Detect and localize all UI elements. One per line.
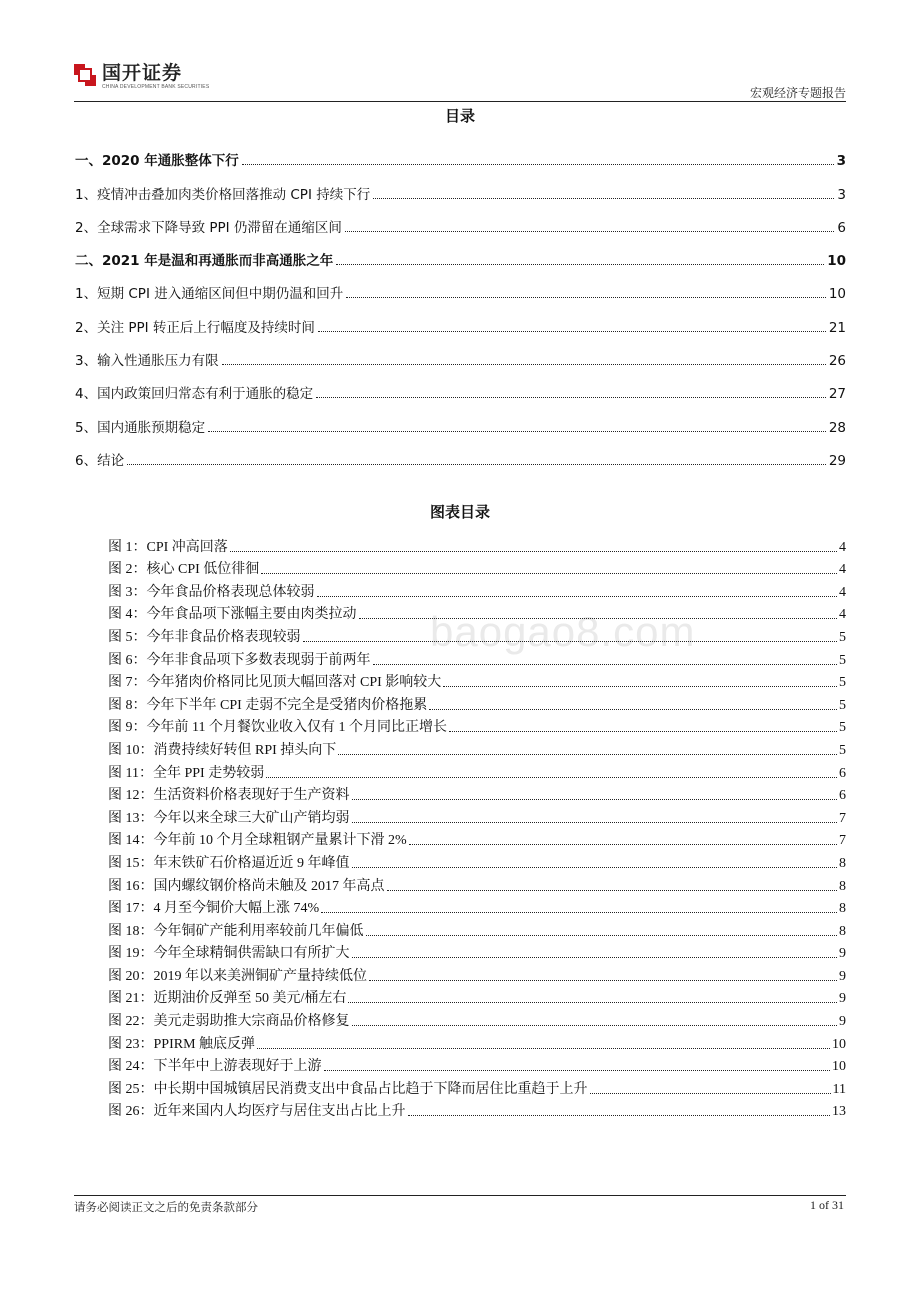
figure-entry-page: 5	[839, 697, 846, 713]
dot-leader	[352, 822, 838, 823]
figure-entry-page: 4	[839, 584, 846, 600]
footer-disclaimer: 请务必阅读正文之后的免责条款部分	[74, 1200, 258, 1214]
dot-leader	[352, 957, 838, 958]
dot-leader	[316, 397, 826, 398]
dot-leader	[369, 980, 837, 981]
figure-entry-label: 图 19：今年全球精铜供需缺口有所扩大	[108, 946, 350, 962]
figure-entry-page: 9	[839, 991, 846, 1007]
dot-leader	[409, 844, 837, 845]
toc-entry[interactable]	[75, 136, 846, 169]
figure-entry[interactable]	[108, 827, 846, 850]
toc-entry[interactable]	[75, 169, 846, 202]
figure-entry-page: 10	[832, 1036, 846, 1052]
toc-entry-label: 3、输入性通胀压力有限	[75, 353, 219, 370]
figure-entry-page: 5	[839, 720, 846, 736]
dot-leader	[449, 731, 837, 732]
figure-entry[interactable]	[108, 714, 846, 737]
figure-entry-label: 图 25：中长期中国城镇居民消费支出中食品占比趋于下降而居住比重趋于上升	[108, 1081, 588, 1097]
dot-leader	[429, 709, 837, 710]
figure-entry[interactable]	[108, 669, 846, 692]
toc-entry[interactable]	[75, 336, 846, 369]
figure-entry-page: 6	[839, 788, 846, 804]
toc-entry[interactable]	[75, 236, 846, 269]
dot-leader	[222, 364, 826, 365]
figure-entry-label: 图 18：今年铜矿产能利用率较前几年偏低	[108, 923, 364, 939]
company-logo	[74, 62, 209, 98]
figure-entry[interactable]	[108, 962, 846, 985]
figure-entry[interactable]	[108, 782, 846, 805]
figure-entry-label: 图 4：今年食品项下涨幅主要由肉类拉动	[108, 607, 357, 623]
toc-entry-page: 29	[828, 452, 846, 469]
page-header	[74, 62, 846, 102]
dot-leader	[338, 754, 837, 755]
toc-entry[interactable]	[75, 269, 846, 302]
figure-entry[interactable]	[108, 578, 846, 601]
toc-entry[interactable]	[75, 402, 846, 435]
figure-entry[interactable]	[108, 1007, 846, 1030]
toc-title: 目录	[444, 107, 475, 125]
toc-entry-page: 27	[828, 386, 846, 403]
figure-entry-page: 5	[839, 742, 846, 758]
figure-entry[interactable]	[108, 940, 846, 963]
dot-leader	[359, 618, 838, 619]
figure-entry-label: 图 22：美元走弱助推大宗商品价格修复	[108, 1014, 350, 1030]
figure-entry[interactable]	[108, 1098, 846, 1121]
toc-entry-label: 2、关注 PPI 转正后上行幅度及持续时间	[75, 319, 315, 336]
dot-leader	[387, 890, 838, 891]
figure-entry[interactable]	[108, 759, 846, 782]
figure-entry[interactable]	[108, 872, 846, 895]
figure-entry-label: 图 6：今年非食品项下多数表现弱于前两年	[108, 652, 371, 668]
toc-entry-page: 6	[837, 219, 846, 236]
watermark: baogao8.com	[430, 608, 696, 655]
dot-leader	[318, 331, 826, 332]
report-type: 宏观经济专题报告	[749, 86, 846, 100]
figure-entry[interactable]	[108, 556, 846, 579]
dot-leader	[257, 1048, 830, 1049]
dot-leader	[208, 431, 826, 432]
dot-leader	[348, 1002, 837, 1003]
figure-entry[interactable]	[108, 1053, 846, 1076]
toc-entry-page: 10	[828, 286, 846, 303]
figure-list-title: 图表目录	[429, 503, 490, 521]
toc-entry-label: 1、疫情冲击叠加肉类价格回落推动 CPI 持续下行	[75, 186, 371, 203]
figure-entry-label: 图 2：核心 CPI 低位徘徊	[108, 562, 260, 578]
figure-entry-page: 9	[839, 1014, 846, 1030]
figure-entry-label: 图 11：全年 PPI 走势较弱	[108, 765, 265, 781]
figure-entry-page: 6	[839, 765, 846, 781]
dot-leader	[366, 935, 838, 936]
toc-entry-page: 3	[837, 186, 846, 203]
figure-entry-page: 7	[839, 810, 846, 826]
figure-list	[108, 533, 846, 1120]
figure-entry-page: 9	[839, 968, 846, 984]
toc-entry-page: 28	[828, 419, 846, 436]
figure-entry-label: 图 21：近期油价反弹至 50 美元/桶左右	[108, 991, 347, 1007]
figure-entry-page: 9	[839, 946, 846, 962]
table-of-contents	[75, 136, 846, 469]
dot-leader	[352, 1025, 838, 1026]
figure-entry[interactable]	[108, 691, 846, 714]
figure-entry-page: 11	[832, 1081, 846, 1097]
figure-entry-label: 图 8：今年下半年 CPI 走弱不完全是受猪肉价格拖累	[108, 697, 428, 713]
toc-entry-label: 一、2020 年通胀整体下行	[75, 153, 239, 170]
toc-entry-label: 2、全球需求下降导致 PPI 仍滞留在通缩区间	[75, 219, 342, 236]
dot-leader	[346, 297, 826, 298]
figure-entry-page: 7	[839, 833, 846, 849]
figure-entry-label: 图 26：近年来国内人均医疗与居住支出占比上升	[108, 1104, 406, 1120]
figure-entry-label: 图 12：生活资料价格表现好于生产资料	[108, 788, 350, 804]
figure-entry-label: 图 10：消费持续好转但 RPI 掉头向下	[108, 742, 337, 758]
page-indicator: 1 of 31	[810, 1198, 844, 1212]
figure-entry-page: 5	[839, 675, 846, 691]
dot-leader	[324, 1070, 831, 1071]
figure-entry[interactable]	[108, 1030, 846, 1053]
figure-entry-label: 图 5：今年非食品价格表现较弱	[108, 629, 301, 645]
figure-entry[interactable]	[108, 601, 846, 624]
toc-entry[interactable]	[75, 302, 846, 335]
dot-leader	[352, 867, 838, 868]
dot-leader	[127, 464, 826, 465]
dot-leader	[230, 551, 837, 552]
dot-leader	[352, 799, 838, 800]
figure-entry-label: 图 9：今年前 11 个月餐饮业收入仅有 1 个月同比正增长	[108, 720, 447, 736]
figure-entry-label: 图 3：今年食品价格表现总体较弱	[108, 584, 315, 600]
logo-name-cn: 国开证券	[102, 62, 183, 84]
toc-entry-label: 6、结论	[75, 452, 125, 469]
figure-entry-label: 图 16：国内螺纹钢价格尚未触及 2017 年高点	[108, 878, 385, 894]
dot-leader	[303, 641, 838, 642]
toc-entry[interactable]	[75, 369, 846, 402]
dot-leader	[408, 1115, 831, 1116]
toc-entry-label: 4、国内政策回归常态有利于通胀的稳定	[75, 386, 314, 403]
footer-divider	[74, 1195, 846, 1196]
figure-entry[interactable]	[108, 804, 846, 827]
figure-entry-label: 图 24：下半年中上游表现好于上游	[108, 1059, 322, 1075]
figure-entry-label: 图 20：2019 年以来美洲铜矿产量持续低位	[108, 968, 367, 984]
figure-entry[interactable]	[108, 849, 846, 872]
figure-entry-page: 5	[839, 629, 846, 645]
figure-entry-label: 图 14：今年前 10 个月全球粗钢产量累计下滑 2%	[108, 833, 407, 849]
dot-leader	[242, 164, 834, 165]
logo-icon	[74, 64, 96, 86]
figure-entry[interactable]	[108, 985, 846, 1008]
dot-leader	[317, 596, 838, 597]
figure-entry-label: 图 17：4 月至今铜价大幅上涨 74%	[108, 901, 320, 917]
dot-leader	[345, 231, 834, 232]
figure-entry-label: 图 23：PPIRM 触底反弹	[108, 1036, 256, 1052]
figure-entry-label: 图 15：年末铁矿石价格逼近近 9 年峰值	[108, 855, 350, 871]
dot-leader	[590, 1093, 831, 1094]
toc-entry-page: 3	[836, 153, 846, 170]
dot-leader	[373, 664, 838, 665]
logo-name-en: CHINA DEVELOPMENT BANK SECURITIES	[102, 84, 210, 90]
figure-entry[interactable]	[108, 895, 846, 918]
dot-leader	[266, 777, 837, 778]
figure-entry-page: 4	[839, 539, 846, 555]
figure-entry-label: 图 1：CPI 冲高回落	[108, 539, 228, 555]
figure-entry[interactable]	[108, 1075, 846, 1098]
toc-entry[interactable]	[75, 436, 846, 469]
dot-leader	[443, 686, 837, 687]
figure-entry[interactable]	[108, 646, 846, 669]
figure-entry-page: 8	[839, 923, 846, 939]
figure-entry-page: 4	[839, 607, 846, 623]
toc-entry-page: 10	[827, 253, 846, 270]
figure-entry[interactable]	[108, 623, 846, 646]
figure-entry[interactable]	[108, 736, 846, 759]
dot-leader	[321, 912, 837, 913]
toc-entry-page: 21	[828, 319, 846, 336]
dot-leader	[336, 264, 824, 265]
dot-leader	[261, 573, 837, 574]
figure-entry-page: 5	[839, 652, 846, 668]
figure-entry-page: 8	[839, 878, 846, 894]
figure-entry-page: 4	[839, 562, 846, 578]
dot-leader	[373, 198, 834, 199]
figure-entry-page: 8	[839, 855, 846, 871]
figure-entry[interactable]	[108, 533, 846, 556]
toc-entry-label: 5、国内通胀预期稳定	[75, 419, 206, 436]
figure-entry[interactable]	[108, 917, 846, 940]
toc-entry-label: 1、短期 CPI 进入通缩区间但中期仍温和回升	[75, 286, 344, 303]
figure-entry-page: 8	[839, 901, 846, 917]
figure-entry-page: 10	[832, 1059, 846, 1075]
toc-entry[interactable]	[75, 203, 846, 236]
toc-entry-label: 二、2021 年是温和再通胀而非高通胀之年	[75, 253, 334, 270]
figure-entry-page: 13	[832, 1104, 846, 1120]
figure-entry-label: 图 13：今年以来全球三大矿山产销均弱	[108, 810, 350, 826]
figure-entry-label: 图 7：今年猪肉价格同比见顶大幅回落对 CPI 影响较大	[108, 675, 442, 691]
toc-entry-page: 26	[828, 353, 846, 370]
header-divider	[74, 101, 846, 102]
